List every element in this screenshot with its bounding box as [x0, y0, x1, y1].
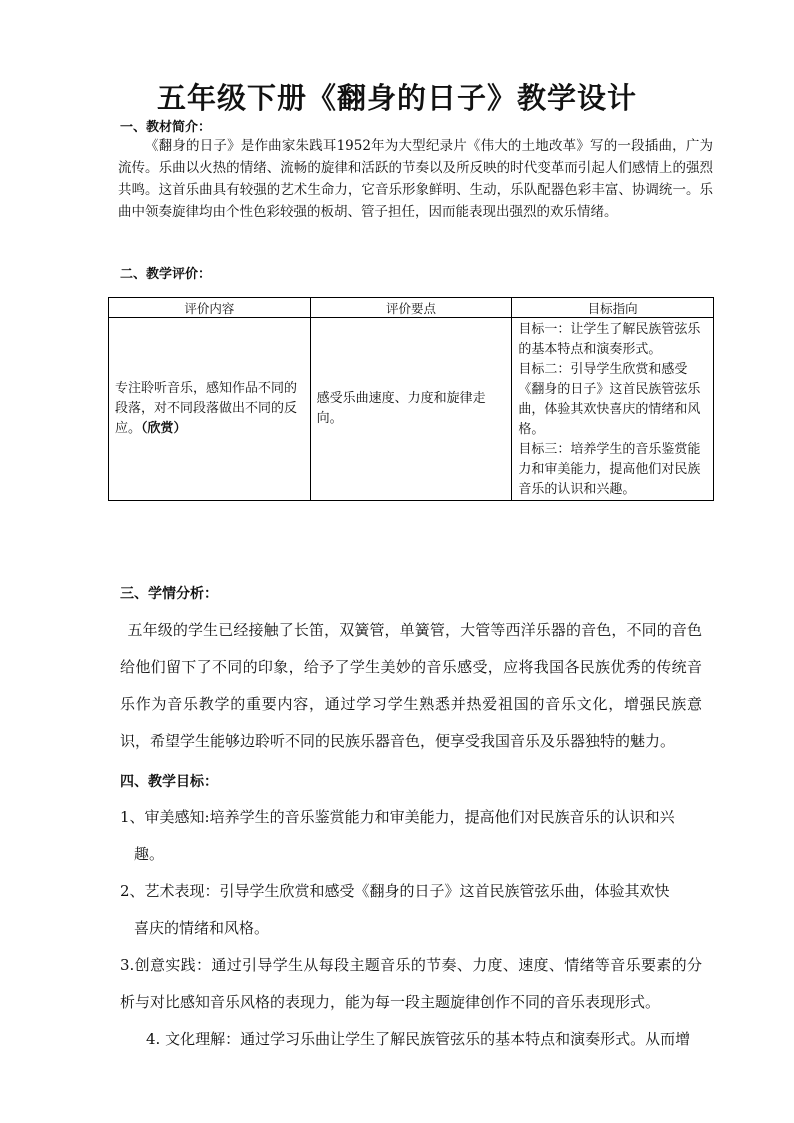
section-1-paragraph: 《翻身的日子》是作曲家朱践耳1952年为大型纪录片《伟大的土地改革》写的一段插曲，广为流传。乐曲以火热的情绪、流畅的旋律和活跃的节奏以及所反映的时代变革而引起人们感情上的强烈共鸣。这首乐曲具有较强的艺术生命力，它音乐形象鲜明、生动，乐队配器色彩丰富、协调统一。乐曲中领奏旋律均由个性色彩较强的板胡、管子担任，因而能表现出强烈的欢乐情绪。 [118, 138, 713, 220]
goal-1-line-1: 1、审美感知:培养学生的音乐鉴赏能力和审美能力，提高他们对民族音乐的认识和兴 [120, 808, 675, 826]
goal-item: 目标二：引导学生欣赏和感受《翻身的日子》这首民族管弦乐曲，体验其欢快喜庆的情绪和风格。 [518, 362, 701, 437]
goal-4: 4. 文化理解：通过学习乐曲让学生了解民族管弦乐的基本特点和演奏形式。从而增 [146, 1030, 691, 1048]
table-cell-goals [512, 318, 714, 501]
goal-1 [120, 799, 702, 873]
table-header-cell: 目标指向 [512, 298, 714, 318]
table-cell-evaluation-content [109, 318, 311, 501]
table-header-cell: 评价内容 [109, 298, 311, 318]
evaluation-table [108, 297, 714, 501]
section-3-heading: 三、学情分析： [120, 586, 218, 602]
table-header-cell: 评价要点 [310, 298, 512, 318]
section-2-heading: 二、教学评价： [120, 267, 212, 282]
goal-2-line-1: 2、艺术表现：引导学生欣赏和感受《翻身的日子》这首民族管弦乐曲，体验其欢快 [120, 882, 670, 900]
goal-2-line-2: 喜庆的情绪和风格。 [134, 919, 270, 937]
section-4-heading: 四、教学目标： [120, 774, 218, 790]
goal-item: 目标三：培养学生的音乐鉴赏能力和审美能力，提高他们对民族音乐的认识和兴趣。 [518, 442, 701, 497]
goal-2 [120, 873, 702, 947]
section-3-paragraph: 五年级的学生已经接触了长笛，双簧管，单簧管，大管等西洋乐器的音色，不同的音色给他们留下了不同的印象，给予了学生美妙的音乐感受，应将我国各民族优秀的传统音乐作为音乐教学的重要内容，通过学习学生熟悉并热爱祖国的音乐文化，增强民族意识，希望学生能够边聆听不同的民族乐器音色，便享受我国音乐及乐器独特的魅力。 [120, 621, 702, 750]
goal-1-line-2: 趣。 [134, 845, 165, 863]
table-cell-evaluation-points: 感受乐曲速度、力度和旋律走向。 [310, 318, 512, 501]
table-row [109, 318, 714, 501]
evaluation-content-text: 专注聆听音乐，感知作品不同的段落，对不同段落做出不同的反应。 [115, 381, 298, 436]
goal-3: 3.创意实践：通过引导学生从每段主题音乐的节奏、力度、速度、情绪等音乐要素的分析与对比感知音乐风格的表现力，能为每一段主题旋律创作不同的音乐表现形式。 [120, 956, 702, 1011]
table-header-row [109, 298, 714, 318]
section-1-heading: 一、教材简介： [120, 120, 212, 135]
evaluation-content-bold: （欣赏） [141, 421, 187, 436]
page-title: 五年级下册《翻身的日子》教学设计 [156, 81, 637, 115]
goal-item: 目标一：让学生了解民族管弦乐的基本特点和演奏形式。 [518, 322, 701, 357]
